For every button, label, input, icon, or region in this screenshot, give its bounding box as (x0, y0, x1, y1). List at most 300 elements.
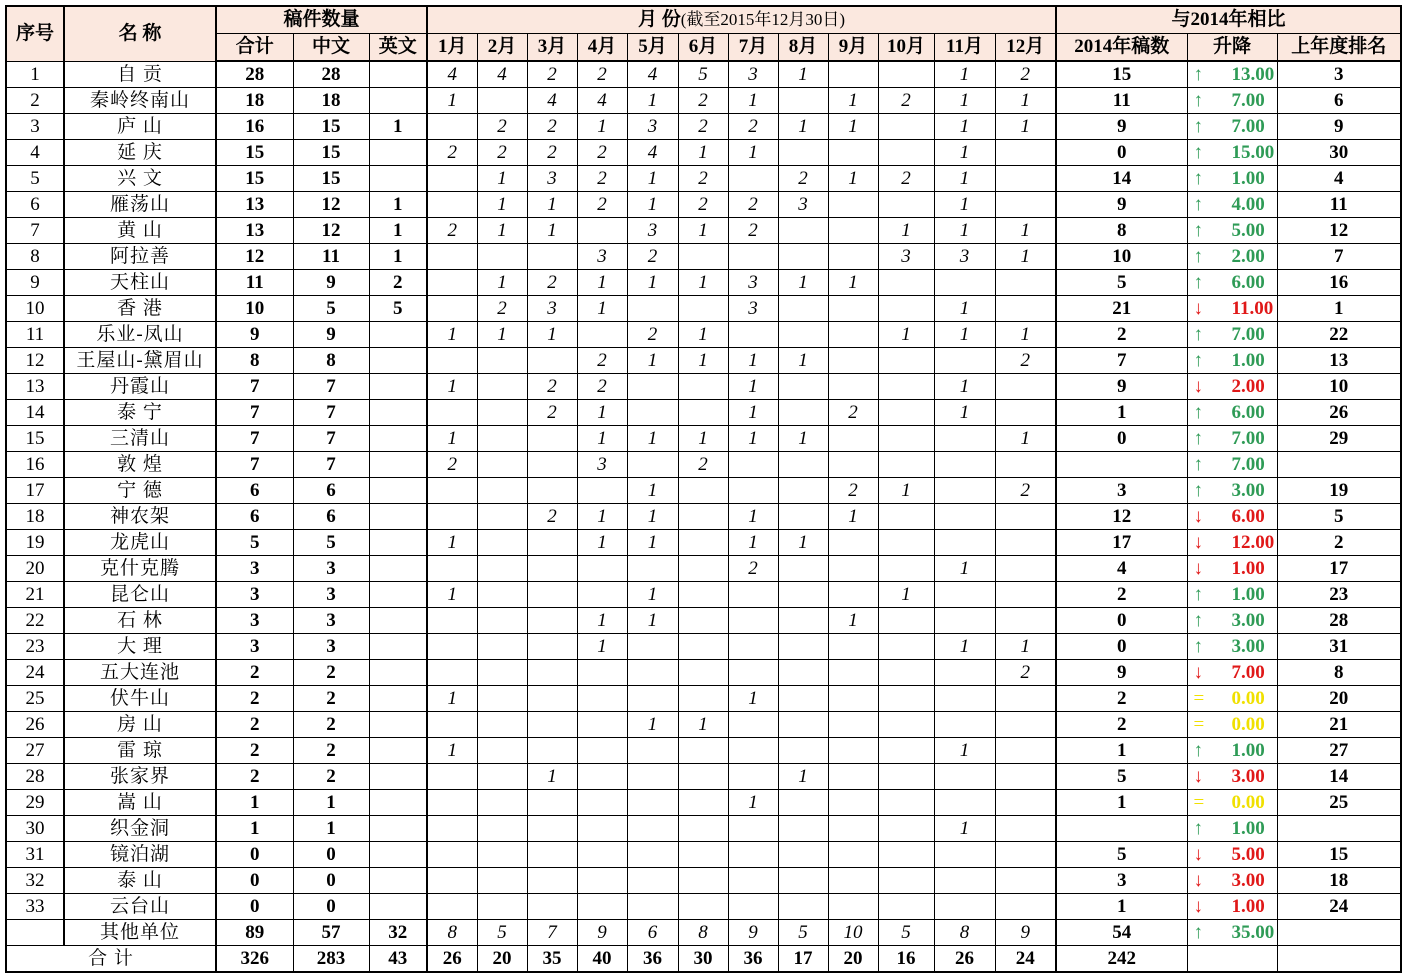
row-count-2014: 12 (1056, 504, 1187, 530)
row-month-3: 7 (527, 920, 577, 946)
row-month-1 (427, 244, 477, 270)
row-name: 泰 宁 (64, 400, 216, 426)
row-english (369, 868, 427, 894)
row-month-1: 2 (427, 452, 477, 478)
row-month-1 (427, 816, 477, 842)
row-change (1187, 790, 1277, 816)
row-count-2014: 2 (1056, 582, 1187, 608)
row-change (1187, 88, 1277, 114)
row-month-12 (995, 868, 1056, 894)
row-month-9 (828, 322, 878, 348)
row-month-7: 1 (728, 504, 778, 530)
row-month-8 (778, 88, 828, 114)
row-name: 神农架 (64, 504, 216, 530)
row-english: 1 (369, 192, 427, 218)
row-month-9 (828, 426, 878, 452)
row-chinese: 3 (293, 556, 369, 582)
row-month-8: 1 (778, 530, 828, 556)
row-chinese: 2 (293, 712, 369, 738)
total-english: 43 (369, 946, 427, 973)
row-chinese: 12 (293, 192, 369, 218)
row-change (1187, 218, 1277, 244)
header-month-7: 7月 (728, 34, 778, 62)
row-month-2: 1 (477, 218, 527, 244)
row-last-rank (1277, 452, 1401, 478)
row-month-7 (728, 166, 778, 192)
row-name: 雷 琼 (64, 738, 216, 764)
row-chinese: 3 (293, 634, 369, 660)
row-change (1187, 426, 1277, 452)
row-last-rank: 10 (1277, 374, 1401, 400)
change-arrow-up-icon: ↑ (1193, 428, 1203, 449)
row-month-3: 3 (527, 166, 577, 192)
row-month-11: 1 (934, 322, 995, 348)
row-month-6: 1 (678, 426, 728, 452)
row-change (1187, 374, 1277, 400)
row-english (369, 816, 427, 842)
row-month-7: 1 (728, 530, 778, 556)
row-month-9 (828, 790, 878, 816)
row-name: 宁 德 (64, 478, 216, 504)
row-month-3 (527, 348, 577, 374)
row-month-10 (878, 348, 934, 374)
row-month-1 (427, 166, 477, 192)
row-month-5 (627, 374, 678, 400)
row-month-4 (577, 738, 627, 764)
row-seq: 3 (6, 114, 64, 140)
row-count-2014: 8 (1056, 218, 1187, 244)
row-month-11: 1 (934, 114, 995, 140)
table-row (6, 478, 1401, 504)
row-month-3: 1 (527, 322, 577, 348)
row-month-9 (828, 192, 878, 218)
row-month-8: 1 (778, 348, 828, 374)
row-month-8: 5 (778, 920, 828, 946)
row-month-10: 2 (878, 88, 934, 114)
row-month-12: 1 (995, 88, 1056, 114)
total-count-2014: 242 (1056, 946, 1187, 973)
row-month-9 (828, 218, 878, 244)
row-month-6 (678, 296, 728, 322)
row-count-2014: 15 (1056, 61, 1187, 88)
change-value: 35.00 (1231, 922, 1275, 943)
row-seq: 19 (6, 530, 64, 556)
row-month-10 (878, 192, 934, 218)
change-value: 7.00 (1231, 90, 1265, 111)
header-month-3: 3月 (527, 34, 577, 62)
total-month-10: 16 (878, 946, 934, 973)
row-month-9: 1 (828, 608, 878, 634)
change-value: 5.00 (1231, 844, 1265, 865)
row-chinese: 1 (293, 790, 369, 816)
row-month-1: 2 (427, 140, 477, 166)
row-count-2014: 54 (1056, 920, 1187, 946)
row-month-10 (878, 634, 934, 660)
row-month-9: 10 (828, 920, 878, 946)
row-month-6 (678, 634, 728, 660)
row-month-7 (728, 842, 778, 868)
row-month-6 (678, 608, 728, 634)
change-arrow-up-icon: ↑ (1193, 194, 1203, 215)
row-month-2 (477, 478, 527, 504)
table-row (6, 582, 1401, 608)
row-month-4: 1 (577, 114, 627, 140)
row-month-5: 1 (627, 582, 678, 608)
row-total: 3 (216, 582, 293, 608)
row-month-10 (878, 296, 934, 322)
row-english (369, 556, 427, 582)
row-english (369, 322, 427, 348)
row-count-2014: 1 (1056, 738, 1187, 764)
row-month-8 (778, 894, 828, 920)
row-month-2: 2 (477, 114, 527, 140)
row-month-2 (477, 712, 527, 738)
row-last-rank: 1 (1277, 296, 1401, 322)
row-seq: 12 (6, 348, 64, 374)
row-month-5: 1 (627, 478, 678, 504)
row-english: 5 (369, 296, 427, 322)
row-chinese: 7 (293, 400, 369, 426)
table-row (6, 270, 1401, 296)
row-change (1187, 400, 1277, 426)
row-month-4: 9 (577, 920, 627, 946)
row-month-1: 1 (427, 322, 477, 348)
row-total: 10 (216, 296, 293, 322)
row-month-9 (828, 686, 878, 712)
change-value: 6.00 (1231, 506, 1265, 527)
row-month-2: 1 (477, 322, 527, 348)
row-english (369, 842, 427, 868)
row-seq: 5 (6, 166, 64, 192)
row-month-5 (627, 660, 678, 686)
total-month-12: 24 (995, 946, 1056, 973)
change-value: 1.00 (1231, 350, 1265, 371)
table-row (6, 374, 1401, 400)
change-arrow-down-icon: ↓ (1193, 844, 1203, 865)
row-name: 庐 山 (64, 114, 216, 140)
total-month-9: 20 (828, 946, 878, 973)
row-month-4: 1 (577, 504, 627, 530)
row-total: 5 (216, 530, 293, 556)
row-month-5 (627, 842, 678, 868)
row-month-11: 1 (934, 556, 995, 582)
table-row (6, 712, 1401, 738)
row-change (1187, 582, 1277, 608)
change-value: 1.00 (1231, 818, 1265, 839)
row-month-1 (427, 790, 477, 816)
row-month-8: 1 (778, 114, 828, 140)
row-month-2 (477, 816, 527, 842)
row-chinese: 0 (293, 842, 369, 868)
row-month-7: 2 (728, 218, 778, 244)
row-change (1187, 270, 1277, 296)
row-name: 天柱山 (64, 270, 216, 296)
row-month-6: 1 (678, 712, 728, 738)
row-last-rank: 4 (1277, 166, 1401, 192)
row-month-10 (878, 790, 934, 816)
row-month-7: 1 (728, 426, 778, 452)
row-month-9 (828, 738, 878, 764)
row-chinese: 5 (293, 530, 369, 556)
row-change (1187, 712, 1277, 738)
row-month-3: 2 (527, 400, 577, 426)
row-month-3 (527, 712, 577, 738)
row-month-12 (995, 790, 1056, 816)
row-chinese: 3 (293, 608, 369, 634)
row-month-7: 1 (728, 790, 778, 816)
row-last-rank: 20 (1277, 686, 1401, 712)
row-month-3 (527, 686, 577, 712)
row-chinese: 57 (293, 920, 369, 946)
row-total: 7 (216, 426, 293, 452)
row-month-2 (477, 348, 527, 374)
change-value: 7.00 (1231, 116, 1265, 137)
row-change (1187, 296, 1277, 322)
change-value: 2.00 (1231, 376, 1265, 397)
row-count-2014: 0 (1056, 634, 1187, 660)
row-month-8 (778, 322, 828, 348)
row-count-2014: 5 (1056, 270, 1187, 296)
row-total: 3 (216, 608, 293, 634)
row-month-12: 9 (995, 920, 1056, 946)
row-month-7: 3 (728, 61, 778, 88)
row-month-8 (778, 582, 828, 608)
total-change-empty (1187, 946, 1277, 973)
header-month-12: 12月 (995, 34, 1056, 62)
row-month-7: 1 (728, 400, 778, 426)
row-month-3 (527, 582, 577, 608)
change-arrow-down-icon: ↓ (1193, 376, 1203, 397)
change-arrow-down-icon: ↓ (1193, 558, 1203, 579)
header-english: 英文 (369, 34, 427, 62)
row-month-6 (678, 478, 728, 504)
header-month-group (427, 6, 1056, 34)
row-month-2 (477, 842, 527, 868)
row-month-8 (778, 790, 828, 816)
row-month-12: 2 (995, 348, 1056, 374)
total-sum: 326 (216, 946, 293, 973)
row-month-6 (678, 790, 728, 816)
row-month-12: 2 (995, 478, 1056, 504)
change-arrow-eq-icon: = (1193, 688, 1205, 709)
row-month-4: 4 (577, 88, 627, 114)
row-month-7: 2 (728, 114, 778, 140)
row-month-2 (477, 374, 527, 400)
row-month-6: 2 (678, 114, 728, 140)
row-name: 龙虎山 (64, 530, 216, 556)
row-month-12 (995, 608, 1056, 634)
row-name: 自 贡 (64, 61, 216, 88)
row-name: 织金洞 (64, 816, 216, 842)
row-month-6: 2 (678, 166, 728, 192)
row-month-10: 1 (878, 322, 934, 348)
row-month-9 (828, 348, 878, 374)
row-chinese: 11 (293, 244, 369, 270)
row-month-5: 4 (627, 61, 678, 88)
row-name: 昆仑山 (64, 582, 216, 608)
row-total: 12 (216, 244, 293, 270)
row-month-10 (878, 61, 934, 88)
row-month-11 (934, 504, 995, 530)
row-month-3 (527, 478, 577, 504)
row-month-11 (934, 348, 995, 374)
change-value: 7.00 (1231, 454, 1265, 475)
row-seq: 23 (6, 634, 64, 660)
row-month-1: 4 (427, 61, 477, 88)
row-total: 7 (216, 374, 293, 400)
table-row (6, 608, 1401, 634)
row-month-7 (728, 452, 778, 478)
row-month-3: 2 (527, 504, 577, 530)
row-month-7 (728, 738, 778, 764)
row-name: 石 林 (64, 608, 216, 634)
row-total: 0 (216, 894, 293, 920)
row-month-2: 2 (477, 296, 527, 322)
row-english (369, 764, 427, 790)
table-row (6, 61, 1401, 88)
row-chinese: 2 (293, 686, 369, 712)
row-last-rank: 12 (1277, 218, 1401, 244)
row-month-6: 1 (678, 140, 728, 166)
row-count-2014: 0 (1056, 608, 1187, 634)
row-month-11 (934, 790, 995, 816)
row-month-12 (995, 504, 1056, 530)
row-last-rank: 21 (1277, 712, 1401, 738)
row-month-8 (778, 504, 828, 530)
row-month-7 (728, 322, 778, 348)
row-count-2014: 0 (1056, 140, 1187, 166)
row-chinese: 15 (293, 140, 369, 166)
row-change (1187, 348, 1277, 374)
row-month-8 (778, 686, 828, 712)
row-month-4: 1 (577, 296, 627, 322)
row-month-5 (627, 296, 678, 322)
row-change (1187, 140, 1277, 166)
row-chinese: 7 (293, 374, 369, 400)
row-seq: 13 (6, 374, 64, 400)
row-change (1187, 322, 1277, 348)
row-month-4: 3 (577, 452, 627, 478)
change-value: 1.00 (1231, 558, 1265, 579)
row-count-2014: 7 (1056, 348, 1187, 374)
row-month-12 (995, 530, 1056, 556)
row-seq: 22 (6, 608, 64, 634)
row-month-12 (995, 764, 1056, 790)
row-month-3: 4 (527, 88, 577, 114)
row-chinese: 2 (293, 660, 369, 686)
row-month-5 (627, 738, 678, 764)
row-total: 7 (216, 452, 293, 478)
row-month-5: 2 (627, 322, 678, 348)
row-month-4 (577, 764, 627, 790)
row-month-10: 1 (878, 218, 934, 244)
row-month-8 (778, 140, 828, 166)
row-month-8 (778, 634, 828, 660)
change-value: 6.00 (1231, 272, 1265, 293)
row-count-2014: 17 (1056, 530, 1187, 556)
row-month-6 (678, 374, 728, 400)
row-total: 6 (216, 478, 293, 504)
total-month-4: 40 (577, 946, 627, 973)
row-last-rank: 11 (1277, 192, 1401, 218)
row-month-2: 5 (477, 920, 527, 946)
row-month-8 (778, 452, 828, 478)
row-month-9 (828, 868, 878, 894)
row-name: 嵩 山 (64, 790, 216, 816)
row-seq: 31 (6, 842, 64, 868)
row-month-8 (778, 296, 828, 322)
row-month-8 (778, 660, 828, 686)
row-change (1187, 608, 1277, 634)
row-last-rank: 28 (1277, 608, 1401, 634)
row-month-5: 1 (627, 608, 678, 634)
row-month-6 (678, 738, 728, 764)
row-month-7: 2 (728, 192, 778, 218)
row-last-rank (1277, 816, 1401, 842)
row-last-rank: 27 (1277, 738, 1401, 764)
row-month-1 (427, 270, 477, 296)
row-month-8 (778, 868, 828, 894)
row-month-2 (477, 452, 527, 478)
row-count-2014: 1 (1056, 894, 1187, 920)
row-month-10 (878, 270, 934, 296)
row-month-10 (878, 114, 934, 140)
row-seq: 8 (6, 244, 64, 270)
row-month-8 (778, 608, 828, 634)
row-month-8 (778, 556, 828, 582)
row-month-8 (778, 478, 828, 504)
row-month-2 (477, 790, 527, 816)
row-month-5: 1 (627, 192, 678, 218)
row-month-2 (477, 868, 527, 894)
row-month-1 (427, 842, 477, 868)
row-seq: 9 (6, 270, 64, 296)
row-english (369, 348, 427, 374)
row-seq: 11 (6, 322, 64, 348)
row-month-2 (477, 608, 527, 634)
row-change (1187, 842, 1277, 868)
row-total: 0 (216, 868, 293, 894)
row-month-11: 1 (934, 400, 995, 426)
row-change (1187, 920, 1277, 946)
row-chinese: 1 (293, 816, 369, 842)
row-english (369, 166, 427, 192)
row-month-6: 1 (678, 348, 728, 374)
change-arrow-up-icon: ↑ (1193, 116, 1203, 137)
row-chinese: 15 (293, 114, 369, 140)
row-month-1 (427, 400, 477, 426)
row-month-4: 1 (577, 634, 627, 660)
row-month-12: 2 (995, 660, 1056, 686)
row-month-9 (828, 582, 878, 608)
row-month-12: 2 (995, 61, 1056, 88)
row-month-6 (678, 582, 728, 608)
row-chinese: 5 (293, 296, 369, 322)
row-month-9 (828, 556, 878, 582)
row-month-4 (577, 842, 627, 868)
row-month-7: 2 (728, 556, 778, 582)
row-month-11: 1 (934, 192, 995, 218)
row-month-12: 1 (995, 634, 1056, 660)
row-month-2 (477, 400, 527, 426)
row-month-9: 1 (828, 504, 878, 530)
table-row (6, 868, 1401, 894)
row-month-4: 2 (577, 166, 627, 192)
change-arrow-up-icon: ↑ (1193, 64, 1203, 85)
row-count-2014: 5 (1056, 842, 1187, 868)
row-month-9 (828, 244, 878, 270)
row-month-12: 1 (995, 244, 1056, 270)
